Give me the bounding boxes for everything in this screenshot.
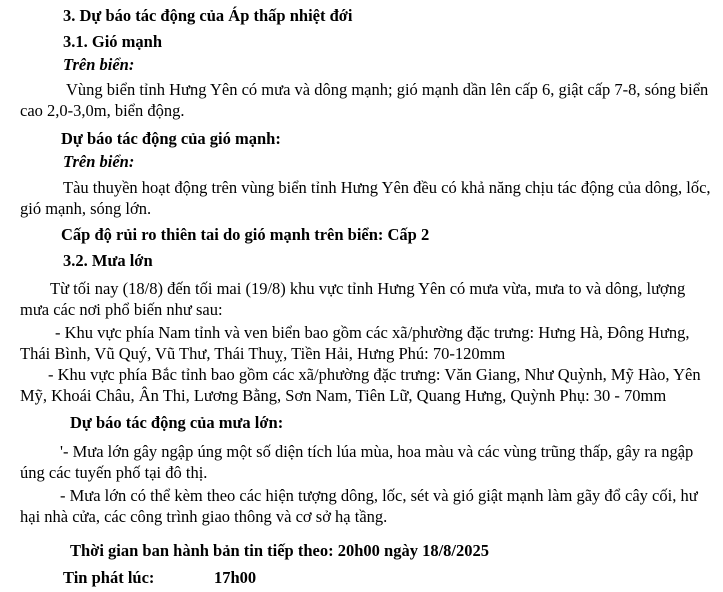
rain-impact-1-line-1: '- Mưa lớn gây ngập úng một số diện tích lúa mùa, hoa màu và các vùng trũng thấp, gây ra ngập: [60, 442, 694, 461]
issued-time: 17h00: [214, 568, 257, 587]
rain-north-line-1: - Khu vực phía Bắc tỉnh bao gồm các xã/phường đặc trưng: Văn Giang, Như Quỳnh, Mỹ Hào, Yên: [48, 365, 701, 384]
rain-north-line-2: Mỹ, Khoái Châu, Ân Thi, Lương Bằng, Sơn Nam, Tiên Lữ, Quang Hưng, Quỳnh Phụ: 30 - 70mm: [20, 386, 667, 405]
rain-south-line-1: - Khu vực phía Nam tỉnh và ven biển bao gồm các xã/phường đặc trưng: Hưng Hà, Đông Hưng,: [55, 323, 690, 342]
rain-south-line-2: Thái Bình, Vũ Quý, Vũ Thư, Thái Thuỵ, Tiền Hải, Hưng Phú: 70-120mm: [20, 344, 506, 363]
wind-impact-line-2: gió mạnh, sóng lớn.: [20, 199, 152, 218]
section-3-2-title: 3.2. Mưa lớn: [63, 251, 153, 270]
issued-label: Tin phát lúc:: [63, 568, 155, 587]
sea-label: Trên biển:: [63, 55, 135, 74]
wind-impact-title: Dự báo tác động của gió mạnh:: [61, 129, 281, 148]
rain-impact-1-line-2: úng các tuyến phố tại đô thị.: [20, 463, 208, 482]
impact-sea-label: Trên biển:: [63, 152, 135, 171]
rain-intro-line-2: mưa các nơi phổ biến như sau:: [20, 300, 223, 319]
wind-impact-line-1: Tàu thuyền hoạt động trên vùng biển tỉnh Hưng Yên đều có khả năng chịu tác động của dông, lốc,: [63, 178, 711, 197]
rain-impact-2-line-2: hại nhà cửa, các công trình giao thông và cơ sở hạ tầng.: [20, 507, 388, 526]
wind-risk-level: Cấp độ rủi ro thiên tai do gió mạnh trên biển: Cấp 2: [61, 225, 430, 244]
sea-text-line-2: cao 2,0-3,0m, biển động.: [20, 101, 185, 120]
rain-intro-line-1: Từ tối nay (18/8) đến tối mai (19/8) khu vực tỉnh Hưng Yên có mưa vừa, mưa to và dông, lượng: [50, 279, 686, 298]
rain-impact-title: Dự báo tác động của mưa lớn:: [70, 413, 284, 432]
next-bulletin-time: Thời gian ban hành bản tin tiếp theo: 20h00 ngày 18/8/2025: [70, 541, 489, 560]
sea-text-line-1: Vùng biển tỉnh Hưng Yên có mưa và dông mạnh; gió mạnh dần lên cấp 6, giật cấp 7-8, sóng biển: [66, 80, 709, 99]
section-3-1-title: 3.1. Gió mạnh: [63, 32, 163, 51]
section-3-title: 3. Dự báo tác động của Áp thấp nhiệt đới: [63, 6, 353, 25]
rain-impact-2-line-1: - Mưa lớn có thể kèm theo các hiện tượng dông, lốc, sét và gió giật mạnh làm gãy đổ cây cối, hư: [60, 486, 698, 505]
